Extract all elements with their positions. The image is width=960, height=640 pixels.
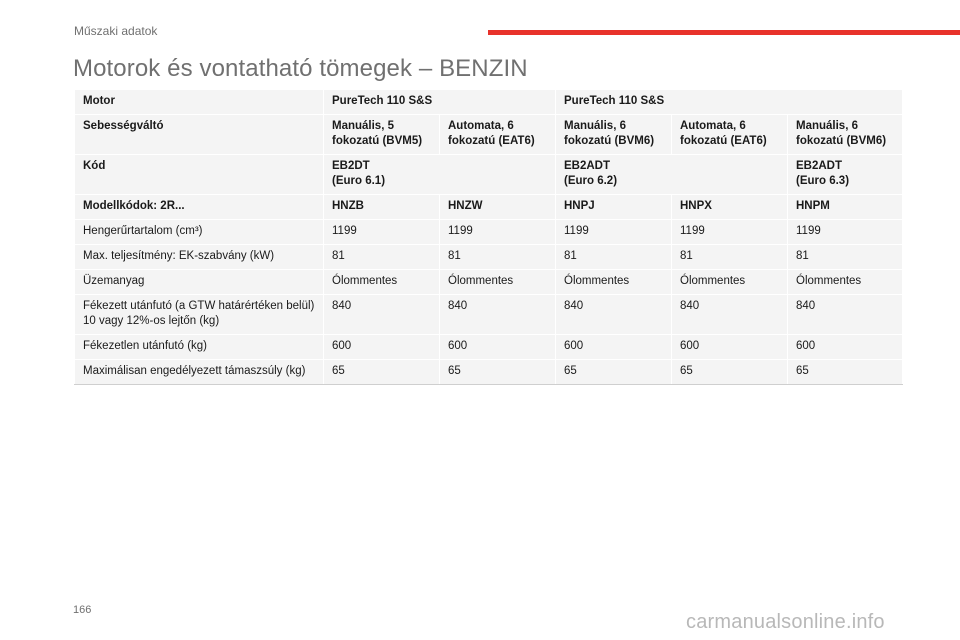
table-cell: HNZW bbox=[440, 195, 556, 220]
engine-code: EB2ADT bbox=[564, 160, 611, 172]
table-row bbox=[75, 270, 903, 295]
table-cell: 600 bbox=[324, 335, 440, 360]
table-row bbox=[75, 295, 903, 335]
table-cell: 840 bbox=[672, 295, 788, 335]
accent-bar bbox=[488, 30, 960, 35]
table-row bbox=[75, 220, 903, 245]
table-cell: Manuális, 6 fokozatú (BVM6) bbox=[556, 115, 672, 155]
table-cell: PureTech 110 S&S bbox=[556, 90, 903, 115]
table-cell: 81 bbox=[440, 245, 556, 270]
euro-norm: (Euro 6.2) bbox=[564, 175, 618, 187]
table-cell: 1199 bbox=[788, 220, 903, 245]
table-cell: 1199 bbox=[324, 220, 440, 245]
table-cell: 600 bbox=[440, 335, 556, 360]
table-cell: Ólommentes bbox=[440, 270, 556, 295]
table-cell bbox=[788, 155, 903, 195]
table-row bbox=[75, 335, 903, 360]
table-cell: 840 bbox=[556, 295, 672, 335]
table-cell: 600 bbox=[672, 335, 788, 360]
row-label: Max. teljesítmény: EK-szabvány (kW) bbox=[75, 245, 324, 270]
table-cell: Manuális, 5 fokozatú (BVM5) bbox=[324, 115, 440, 155]
table-cell: 840 bbox=[440, 295, 556, 335]
table-cell: 65 bbox=[788, 360, 903, 385]
table-row bbox=[75, 360, 903, 385]
table-cell: PureTech 110 S&S bbox=[324, 90, 556, 115]
row-label: Üzemanyag bbox=[75, 270, 324, 295]
table-cell: Manuális, 6 fokozatú (BVM6) bbox=[788, 115, 903, 155]
watermark: carmanualsonline.info bbox=[686, 611, 885, 633]
table-cell: HNPX bbox=[672, 195, 788, 220]
table-cell: 81 bbox=[556, 245, 672, 270]
euro-norm: (Euro 6.3) bbox=[796, 175, 850, 187]
table-cell: Ólommentes bbox=[556, 270, 672, 295]
row-label: Fékezett utánfutó (a GTW határértéken belül) 10 vagy 12%-os lejtőn (kg) bbox=[75, 295, 324, 335]
row-label: Fékezetlen utánfutó (kg) bbox=[75, 335, 324, 360]
table-cell: 65 bbox=[324, 360, 440, 385]
row-label: Modellkódok: 2R... bbox=[75, 195, 324, 220]
table-cell: 1199 bbox=[672, 220, 788, 245]
table-cell: 840 bbox=[788, 295, 903, 335]
table-cell: HNZB bbox=[324, 195, 440, 220]
table-cell: Ólommentes bbox=[672, 270, 788, 295]
table-cell: HNPM bbox=[788, 195, 903, 220]
table-cell: 840 bbox=[324, 295, 440, 335]
page-number: 166 bbox=[73, 604, 92, 616]
row-label: Maximálisan engedélyezett támaszsúly (kg) bbox=[75, 360, 324, 385]
page-title: Motorok és vontatható tömegek – BENZIN bbox=[73, 55, 528, 82]
engine-code: EB2ADT bbox=[796, 160, 843, 172]
row-label: Hengerűrtartalom (cm³) bbox=[75, 220, 324, 245]
table-cell: 81 bbox=[788, 245, 903, 270]
row-label: Motor bbox=[75, 90, 324, 115]
table-row bbox=[75, 245, 903, 270]
table-cell: 600 bbox=[556, 335, 672, 360]
table-cell: 65 bbox=[556, 360, 672, 385]
table-row-gearbox bbox=[75, 115, 903, 155]
section-label: Műszaki adatok bbox=[74, 24, 158, 38]
table-cell: 81 bbox=[324, 245, 440, 270]
table-row-model-codes bbox=[75, 195, 903, 220]
spec-table bbox=[74, 89, 903, 385]
table-cell: 81 bbox=[672, 245, 788, 270]
row-label: Sebességváltó bbox=[75, 115, 324, 155]
euro-norm: (Euro 6.1) bbox=[332, 175, 386, 187]
table-cell: 1199 bbox=[556, 220, 672, 245]
table-cell bbox=[324, 155, 556, 195]
table-cell bbox=[556, 155, 788, 195]
table-row-motor bbox=[75, 90, 903, 115]
table-cell: 65 bbox=[440, 360, 556, 385]
table-cell: Ólommentes bbox=[788, 270, 903, 295]
table-row-code bbox=[75, 155, 903, 195]
table-cell: Automata, 6 fokozatú (EAT6) bbox=[440, 115, 556, 155]
row-label: Kód bbox=[75, 155, 324, 195]
table-cell: 65 bbox=[672, 360, 788, 385]
table-cell: 1199 bbox=[440, 220, 556, 245]
table-cell: 600 bbox=[788, 335, 903, 360]
engine-code: EB2DT bbox=[332, 160, 370, 172]
table-cell: Ólommentes bbox=[324, 270, 440, 295]
table-cell: Automata, 6 fokozatú (EAT6) bbox=[672, 115, 788, 155]
table-cell: HNPJ bbox=[556, 195, 672, 220]
